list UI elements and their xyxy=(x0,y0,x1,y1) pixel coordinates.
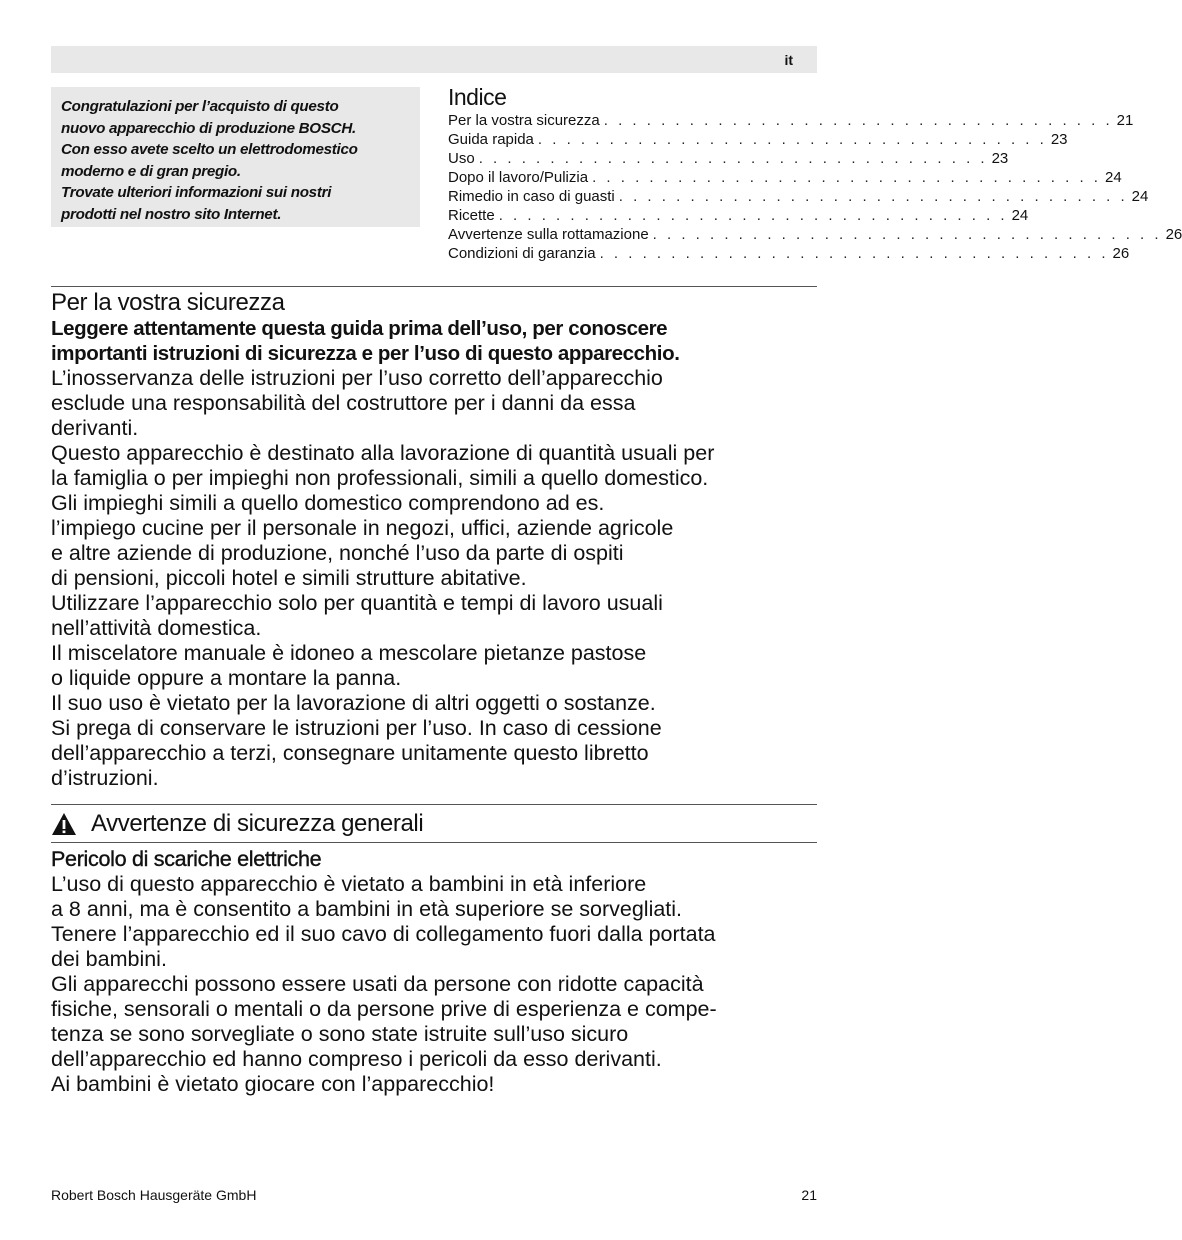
section-title: Per la vostra sicurezza xyxy=(51,289,285,316)
toc-entry[interactable] xyxy=(448,187,1149,206)
toc-leader-dots: . . . . . . . . . . . . . . . . . . . . . . . . . . . . . . . . . . . . xyxy=(618,188,1128,205)
intro-line: moderno e di gran pregio. xyxy=(61,162,241,180)
toc-entry[interactable] xyxy=(448,225,1182,244)
intro-line: Con esso avete scelto un elettrodomestico xyxy=(61,141,358,158)
toc-entry-label: Dopo il lavoro/Pulizia xyxy=(448,169,589,186)
section-divider xyxy=(51,842,817,843)
body-line: a 8 anni, ma è consentito a bambini in età superiore se sorvegliati. xyxy=(51,897,683,921)
warnings-section xyxy=(51,847,821,1097)
toc-leader-dots: . . . . . . . . . . . . . . . . . . . . . . . . . . . . . . . . . . . . xyxy=(603,112,1113,129)
toc-entry-page: 26 xyxy=(1165,226,1182,243)
toc-entry[interactable] xyxy=(448,244,1130,263)
toc-entry-page: 23 xyxy=(991,150,1009,167)
body-line: Gli impieghi simili a quello domestico comprendono ad es. xyxy=(51,491,605,515)
body-line: l’impiego cucine per il personale in negozi, uffici, aziende agricole xyxy=(51,516,674,540)
safety-section xyxy=(51,289,821,791)
body-line: L’inosservanza delle istruzioni per l’uso corretto dell’apparecchio xyxy=(51,366,663,390)
toc-leader-dots: . . . . . . . . . . . . . . . . . . . . . . . . . . . . . . . . . . . . xyxy=(652,226,1162,243)
body-line: la famiglia o per impieghi non professionali, simili a quello domestico. xyxy=(51,466,709,490)
body-line: tenza se sono sorvegliate o sono state istruite sull’uso sicuro xyxy=(51,1022,629,1046)
body-line: d’istruzioni. xyxy=(51,766,159,790)
body-line: dell’apparecchio ed hanno compreso i pericoli da esso derivanti. xyxy=(51,1047,662,1071)
warnings-title: Avvertenze di sicurezza generali xyxy=(91,810,424,837)
body-line: fisiche, sensorali o mentali o da persone prive di esperienza e compe- xyxy=(51,997,717,1021)
body-line: esclude una responsabilità del costruttore per i danni da essa xyxy=(51,391,636,415)
body-line: Il miscelatore manuale è idoneo a mescolare pietanze pastose xyxy=(51,641,647,665)
warnings-heading xyxy=(51,810,817,838)
toc-entry[interactable] xyxy=(448,130,1068,149)
table-of-contents xyxy=(448,83,1182,263)
toc-entry-label: Ricette xyxy=(448,207,495,224)
toc-entry-label: Rimedio in caso di guasti xyxy=(448,188,615,205)
toc-entry-label: Guida rapida xyxy=(448,131,534,148)
body-line: nell’attività domestica. xyxy=(51,616,262,640)
body-line: Questo apparecchio è destinato alla lavorazione di quantità usuali per xyxy=(51,441,715,465)
toc-entry-page: 23 xyxy=(1050,131,1068,148)
body-line: di pensioni, piccoli hotel e simili strutture abitative. xyxy=(51,566,527,590)
body-line: Si prega di conservare le istruzioni per l’uso. In caso di cessione xyxy=(51,716,662,740)
toc-entry[interactable] xyxy=(448,168,1122,187)
toc-entry-label: Per la vostra sicurezza xyxy=(448,112,600,129)
sub-heading: Pericolo di scariche elettriche xyxy=(51,847,322,871)
body-line: dei bambini. xyxy=(51,947,167,971)
body-line: Tenere l’apparecchio ed il suo cavo di collegamento fuori dalla portata xyxy=(51,922,716,946)
toc-entry[interactable] xyxy=(448,111,1134,130)
index-title: Indice xyxy=(448,84,507,110)
toc-entry-page: 24 xyxy=(1104,169,1122,186)
language-code: it xyxy=(784,52,793,68)
toc-entry[interactable] xyxy=(448,149,1009,168)
toc-entry-label: Uso xyxy=(448,150,475,167)
warning-triangle-icon xyxy=(51,812,77,836)
intro-box xyxy=(51,87,420,227)
body-line: dell’apparecchio a terzi, consegnare unitamente questo libretto xyxy=(51,741,649,765)
body-line: Utilizzare l’apparecchio solo per quantità e tempi di lavoro usuali xyxy=(51,591,663,615)
body-line: Il suo uso è vietato per la lavorazione di altri oggetti o sostanze. xyxy=(51,691,656,715)
intro-line: Congratulazioni per l’acquisto di questo xyxy=(61,98,339,115)
toc-entry-label: Condizioni di garanzia xyxy=(448,245,596,262)
lead-line: importanti istruzioni di sicurezza e per l’uso di questo apparecchio. xyxy=(51,342,680,365)
footer-company: Robert Bosch Hausgeräte GmbH xyxy=(51,1187,257,1203)
toc-entry-page: 26 xyxy=(1112,245,1130,262)
body-line: L’uso di questo apparecchio è vietato a bambini in età inferiore xyxy=(51,872,647,896)
toc-leader-dots: . . . . . . . . . . . . . . . . . . . . . . . . . . . . . . . . . . . . xyxy=(498,207,1008,224)
intro-line: nuovo apparecchio di produzione BOSCH. xyxy=(61,119,356,137)
section-divider xyxy=(51,286,817,287)
toc-entry-page: 24 xyxy=(1131,188,1149,205)
body-line: derivanti. xyxy=(51,416,139,440)
toc-entry-label: Avvertenze sulla rottamazione xyxy=(448,226,649,243)
toc-entry-page: 21 xyxy=(1116,112,1134,129)
intro-line: Trovate ulteriori informazioni sui nostri xyxy=(61,184,332,201)
toc-entry[interactable] xyxy=(448,206,1029,225)
toc-leader-dots: . . . . . . . . . . . . . . . . . . . . . . . . . . . . . . . . . . . . xyxy=(478,150,988,167)
body-line: Ai bambini è vietato giocare con l’apparecchio! xyxy=(51,1072,495,1096)
body-line: o liquide oppure a montare la panna. xyxy=(51,666,402,690)
intro-line: prodotti nel nostro sito Internet. xyxy=(61,205,282,223)
lead-line: Leggere attentamente questa guida prima dell’uso, per conoscere xyxy=(51,317,668,340)
toc-leader-dots: . . . . . . . . . . . . . . . . . . . . . . . . . . . . . . . . . . . . xyxy=(599,245,1109,262)
footer-page-number: 21 xyxy=(801,1187,817,1203)
toc-leader-dots: . . . . . . . . . . . . . . . . . . . . . . . . . . . . . . . . . . . . xyxy=(592,169,1101,186)
body-line: Gli apparecchi possono essere usati da persone con ridotte capacità xyxy=(51,972,704,996)
language-bar xyxy=(51,46,817,73)
toc-leader-dots: . . . . . . . . . . . . . . . . . . . . . . . . . . . . . . . . . . . . xyxy=(537,131,1047,148)
body-line: e altre aziende di produzione, nonché l’uso da parte di ospiti xyxy=(51,541,624,565)
section-divider xyxy=(51,804,817,805)
toc-entry-page: 24 xyxy=(1011,207,1029,224)
